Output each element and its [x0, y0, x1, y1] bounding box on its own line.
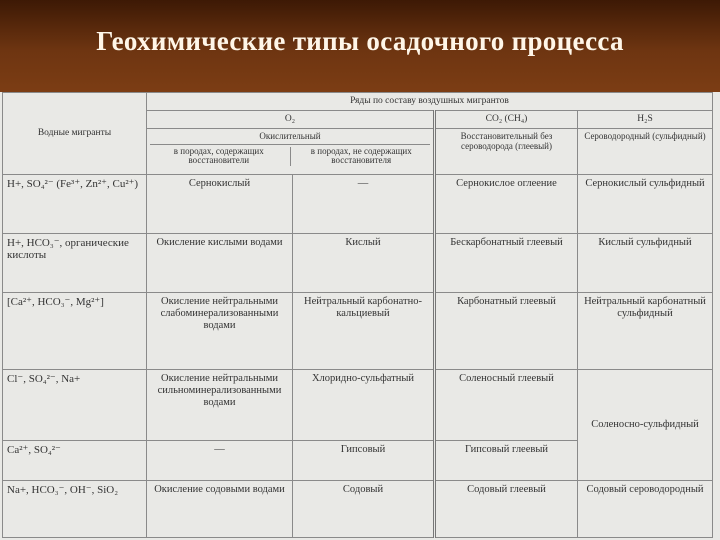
row2-col2: Кислый	[293, 233, 435, 292]
row1-ion: H+, SO₄²⁻ (Fe³⁺, Zn²⁺, Cu²⁺)	[3, 174, 147, 233]
row1-col2: —	[293, 174, 435, 233]
oxidizing-label: Окислительный	[150, 132, 430, 144]
group-o2-header: O₂	[147, 111, 435, 129]
reducing-header: Восстановительный без сероводорода (глеевый)	[435, 129, 578, 175]
row5-col1: —	[147, 440, 293, 481]
geochemical-types-table	[2, 92, 713, 538]
slide-header	[0, 0, 720, 92]
row4-ion: Cl⁻, SO₄²⁻, Na+	[3, 369, 147, 440]
row5-ion: Ca²⁺, SO₄²⁻	[3, 440, 147, 481]
scanned-table-page	[0, 92, 720, 540]
row6-col3: Содовый глеевый	[435, 481, 578, 538]
row2-col4: Кислый сульфидный	[578, 233, 713, 292]
oxidizing-subcolumns	[150, 147, 430, 166]
top-header: Ряды по составу воздушных мигрантов	[147, 93, 713, 111]
with-reducers-header: в породах, содержащих восстановители	[150, 147, 291, 166]
row1-col1: Сернокислый	[147, 174, 293, 233]
row6-col4: Содовый сероводородный	[578, 481, 713, 538]
group-h2s-header: H₂S	[578, 111, 713, 129]
row6-ion: Na+, HCO₃⁻, OH⁻, SiO₂	[3, 481, 147, 538]
merged-col4: Соленосно-сульфидный	[578, 369, 713, 481]
row3-col2: Нейтральный карбонатно-кальциевый	[293, 292, 435, 369]
group-co2-header: CO₂ (CH₄)	[435, 111, 578, 129]
row2-col3: Бескарбонатный глеевый	[435, 233, 578, 292]
slide-title: Геохимические типы осадочного процесса	[96, 25, 624, 56]
without-reducers-header: в породах, не содержащих восстановителя	[310, 145, 412, 166]
h2s-header: Сероводородный (сульфидный)	[578, 129, 713, 175]
corner-header: Водные мигранты	[3, 93, 147, 175]
oxidizing-header	[147, 129, 435, 175]
row1-col3: Сернокислое оглеение	[435, 174, 578, 233]
row3-ion: [Ca²⁺, HCO₃⁻, Mg²⁺]	[3, 292, 147, 369]
row6-col1: Окисление содовыми водами	[147, 481, 293, 538]
row4-col2: Хлоридно-сульфатный	[293, 369, 435, 440]
row3-col1: Окисление нейтральными слабоминерализованными водами	[147, 292, 293, 369]
row4-col1: Окисление нейтральными сильноминерализованными водами	[147, 369, 293, 440]
row6-col2: Содовый	[293, 481, 435, 538]
row3-col4: Нейтральный карбонатный сульфидный	[578, 292, 713, 369]
row5-col2: Гипсовый	[293, 440, 435, 481]
row1-col4: Сернокислый сульфидный	[578, 174, 713, 233]
row2-ion: H+, HCO₃⁻, органические кислоты	[3, 233, 147, 292]
row5-col3: Гипсовый глеевый	[435, 440, 578, 481]
row3-col3: Карбонатный глеевый	[435, 292, 578, 369]
row2-col1: Окисление кислыми водами	[147, 233, 293, 292]
row4-col3: Соленосный глеевый	[435, 369, 578, 440]
